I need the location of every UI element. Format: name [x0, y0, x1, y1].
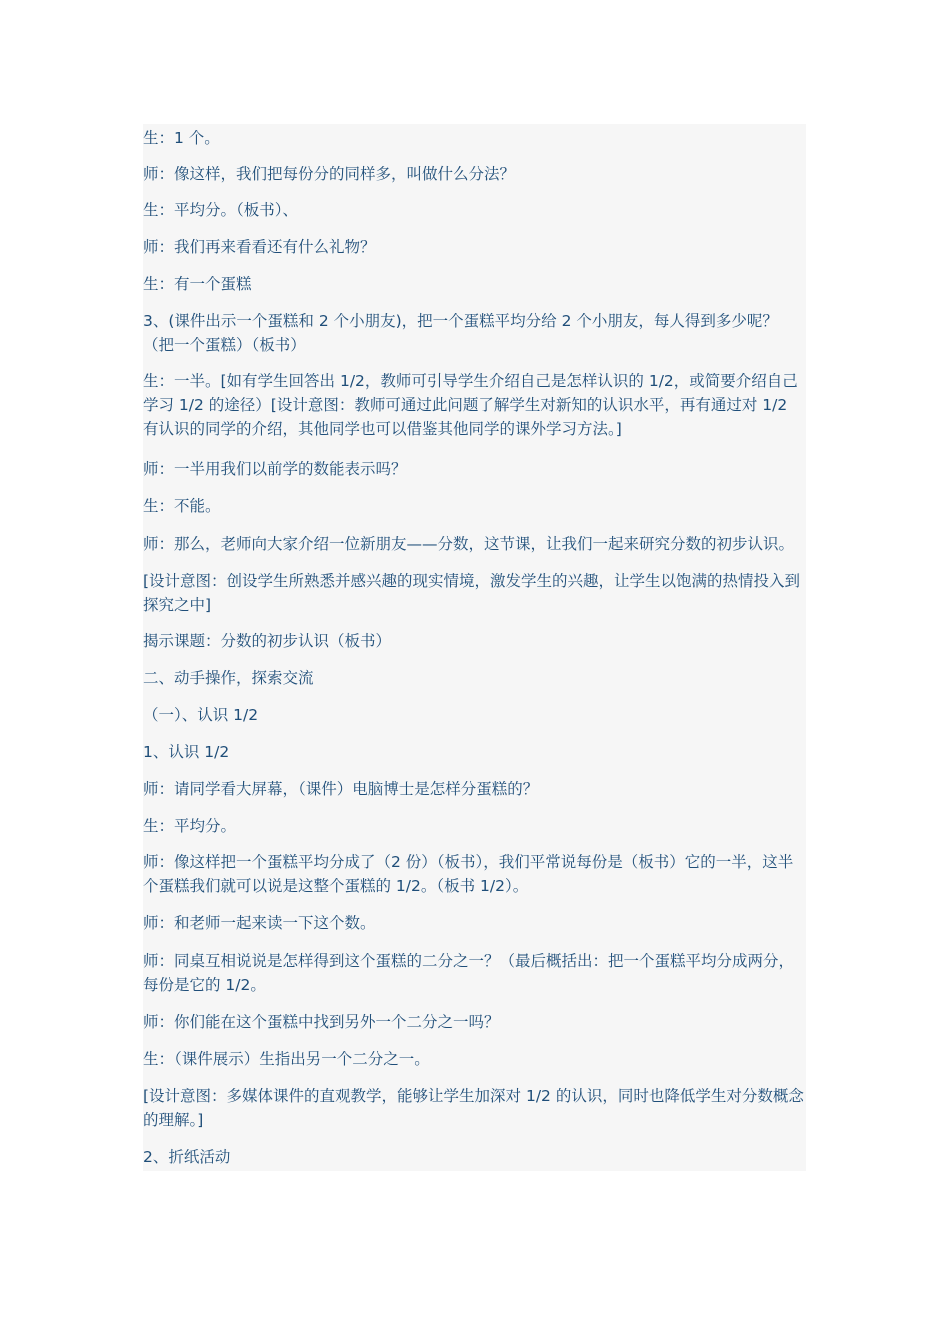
- document-body: [143, 124, 806, 1171]
- paragraph-18: 师：像这样把一个蛋糕平均分成了（2 份）（板书），我们平常说每份是（板书）它的一半，这半个蛋糕我们就可以说是这整个蛋糕的 1/2。（板书 1/2）。: [143, 853, 794, 895]
- paragraph-14: （一）、认识 1/2: [143, 706, 259, 724]
- paragraph-23: [设计意图：多媒体课件的直观教学，能够让学生加深对 1/2 的认识，同时也降低学生对分数概念的理解。]: [143, 1087, 804, 1129]
- paragraph-22: 生：（课件展示）生指出另一个二分之一。: [143, 1050, 430, 1068]
- paragraph-13: 二、动手操作，探索交流: [143, 669, 314, 687]
- paragraph-9: 生：不能。: [143, 497, 221, 515]
- paragraph-7: 生：一半。[如有学生回答出 1/2，教师可引导学生介绍自己是怎样认识的 1/2，或简要介绍自己学习 1/2 的途径）[设计意图：教师可通过此问题了解学生对新知的认识水平，再有通过对 1/2 有认识的同学的介绍，其他同学也可以借鉴其他同学的课外学习方法。]: [143, 372, 798, 438]
- paragraph-16: 师：请同学看大屏幕，（课件）电脑博士是怎样分蛋糕的？: [143, 780, 539, 798]
- paragraph-15: 1、认识 1/2: [143, 743, 230, 761]
- paragraph-10: 师：那么，老师向大家介绍一位新朋友——分数，这节课，让我们一起来研究分数的初步认识。: [143, 535, 795, 553]
- paragraph-20: 师：同桌互相说说是怎样得到这个蛋糕的二分之一？（最后概括出：把一个蛋糕平均分成两分，每份是它的 1/2。: [143, 952, 795, 994]
- paragraph-1: 生：1 个。: [143, 129, 220, 147]
- paragraph-24: 2、折纸活动: [143, 1148, 231, 1166]
- paragraph-6: 3、(课件出示一个蛋糕和 2 个小朋友)，把一个蛋糕平均分给 2 个小朋友，每人得到多少呢？（把一个蛋糕）（板书）: [143, 312, 778, 354]
- paragraph-12: 揭示课题：分数的初步认识（板书）: [143, 632, 392, 650]
- paragraph-5: 生：有一个蛋糕: [143, 275, 252, 293]
- paragraph-8: 师：一半用我们以前学的数能表示吗？: [143, 460, 407, 478]
- paragraph-19: 师：和老师一起来读一下这个数。: [143, 914, 376, 932]
- paragraph-2: 师：像这样，我们把每份分的同样多，叫做什么分法？: [143, 165, 516, 183]
- paragraph-17: 生：平均分。: [143, 817, 237, 835]
- paragraph-4: 师：我们再来看看还有什么礼物？: [143, 238, 376, 256]
- paragraph-21: 师：你们能在这个蛋糕中找到另外一个二分之一吗？: [143, 1013, 500, 1031]
- paragraph-11: [设计意图：创设学生所熟悉并感兴趣的现实情境，激发学生的兴趣，让学生以饱满的热情投入到探究之中]: [143, 572, 801, 614]
- paragraph-3: 生：平均分。（板书）、: [143, 201, 299, 219]
